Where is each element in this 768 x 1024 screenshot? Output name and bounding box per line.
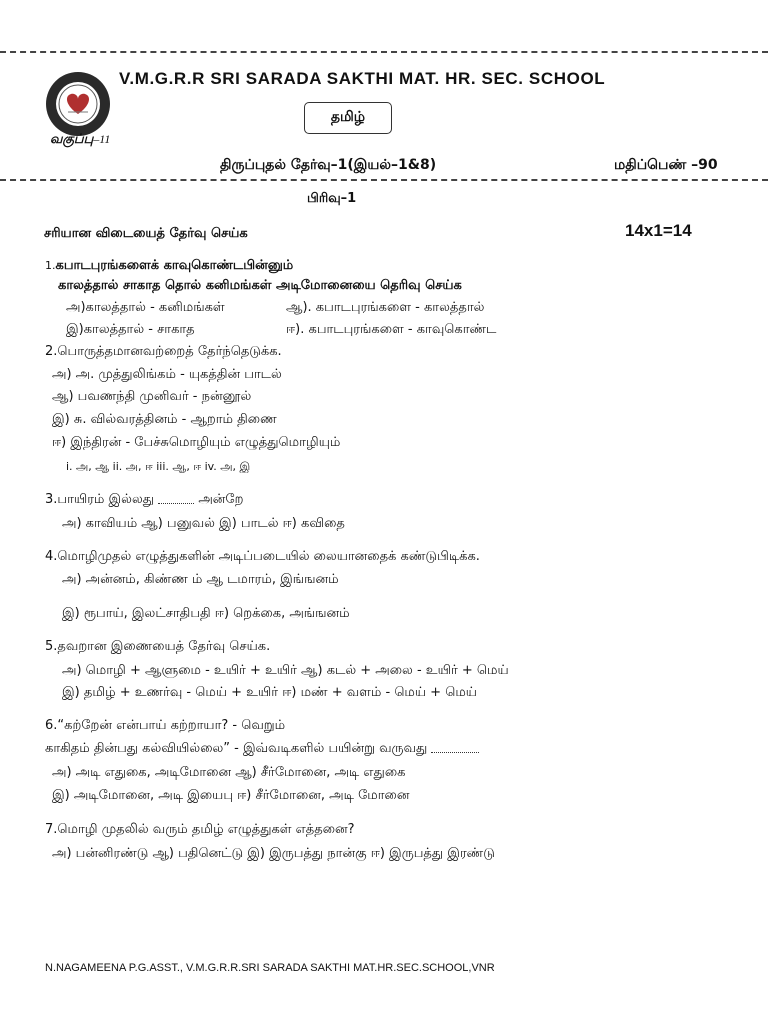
exam-title: திருப்புதல் தேர்வு–1(இயல்–1&8): [220, 157, 437, 173]
question-5: 5.தவறான இணையைத் தேர்வு செய்க.: [45, 639, 271, 654]
class-label: வகுப்பு–11: [50, 132, 111, 147]
question-3: 3.பாயிரம் இல்லது அன்றே: [45, 492, 244, 507]
header-dashed-rule: [0, 179, 768, 181]
q4-options-row2: இ) ரூபாய், இலட்சாதிபதி ஈ) றெக்கை, அங்ஙனம்: [62, 606, 350, 621]
top-dashed-rule: [0, 51, 768, 53]
q4-options-row1: அ) அன்னம், கிண்ண ம் ஆ டமாரம், இங்ஙனம்: [62, 572, 339, 587]
q1-option-b: ஆ). கபாடபுரங்களை - காலத்தால்: [286, 300, 485, 315]
section-title: பிரிவு–1: [307, 191, 357, 206]
school-logo: [44, 70, 112, 138]
question-1-line2: காலத்தால் சாகாத தொல் கனிமங்கள் அடிமோனையை தெரிவு செய்க: [58, 278, 462, 293]
question-7: 7.மொழி முதலில் வரும் தமிழ் எழுத்துகள் எத்தனை?: [45, 822, 355, 837]
subject-box: [304, 102, 392, 134]
q2-option-a: அ) அ. முத்துலிங்கம் - யுகத்தின் பாடல்: [52, 367, 282, 382]
total-marks: மதிப்பெண் –90: [614, 157, 718, 173]
subject-label: தமிழ்: [330, 109, 366, 125]
question-6: 6.“கற்றேன் என்பாய் கற்றாயா? - வெறும்: [45, 718, 286, 733]
school-name: V.M.G.R.R SRI SARADA SAKTHI MAT. HR. SEC. SCHOOL: [119, 69, 606, 88]
question-2: 2.பொருத்தமானவற்றைத் தேர்ந்தெடுக்க.: [45, 344, 282, 359]
q7-options: அ) பன்னிரண்டு ஆ) பதினெட்டு இ) இருபத்து நான்கு ஈ) இருபத்து இரண்டு: [52, 846, 495, 861]
q5-options-row2: இ) தமிழ் + உணர்வு - மெய் + உயிர் ஈ) மண் + வளம் - மெய் + மெய்: [62, 685, 477, 700]
q6-options-row2: இ) அடிமோனை, அடி இயைபு ஈ) சீர்மோனை, அடி மோனை: [52, 788, 410, 803]
q1-option-d: ஈ). கபாடபுரங்களை - காவுகொண்ட: [286, 322, 497, 337]
q2-option-b: ஆ) பவணந்தி முனிவர் - நன்னூல்: [52, 389, 252, 404]
q1-option-a: அ)காலத்தால் - கனிமங்கள்: [66, 300, 225, 315]
q2-choices: i. அ, ஆ ii. அ, ஈ iii. ஆ, ஈ iv. அ, இ: [66, 460, 251, 473]
section-instruction: சரியான விடையைத் தேர்வு செய்க: [44, 226, 248, 241]
question-6-line2: காகிதம் தின்பது கல்வியில்லை” - இவ்வடிகளில் பயின்று வருவது: [45, 741, 479, 757]
q2-option-d: ஈ) இந்திரன் - பேச்சுமொழியும் எழுத்துமொழியும்: [52, 435, 341, 450]
q2-option-c: இ) சு. வில்வரத்தினம் - ஆறாம் திணை: [52, 412, 277, 427]
q6-options-row1: அ) அடி எதுகை, அடிமோனை ஆ) சீர்மோனை, அடி எதுகை: [52, 765, 406, 780]
q5-options-row1: அ) மொழி + ஆளுமை - உயிர் + உயிர் ஆ) கடல் + அலை - உயிர் + மெய்: [62, 663, 509, 678]
page-footer: N.NAGAMEENA P.G.ASST., V.M.G.R.R.SRI SARADA SAKTHI MAT.HR.SEC.SCHOOL,VNR: [45, 962, 495, 974]
question-1: 1.கபாடபுரங்களைக் காவுகொண்டபின்னும்: [45, 258, 294, 273]
q1-option-c: இ)காலத்தால் - சாகாத: [66, 322, 195, 337]
q3-options: அ) காவியம் ஆ) பனுவல் இ) பாடல் ஈ) கவிதை: [62, 516, 345, 531]
question-4: 4.மொழிமுதல் எழுத்துகளின் அடிப்படையில் லையானதைக் கண்டுபிடிக்க.: [45, 549, 480, 564]
section-score: 14x1=14: [625, 221, 692, 240]
